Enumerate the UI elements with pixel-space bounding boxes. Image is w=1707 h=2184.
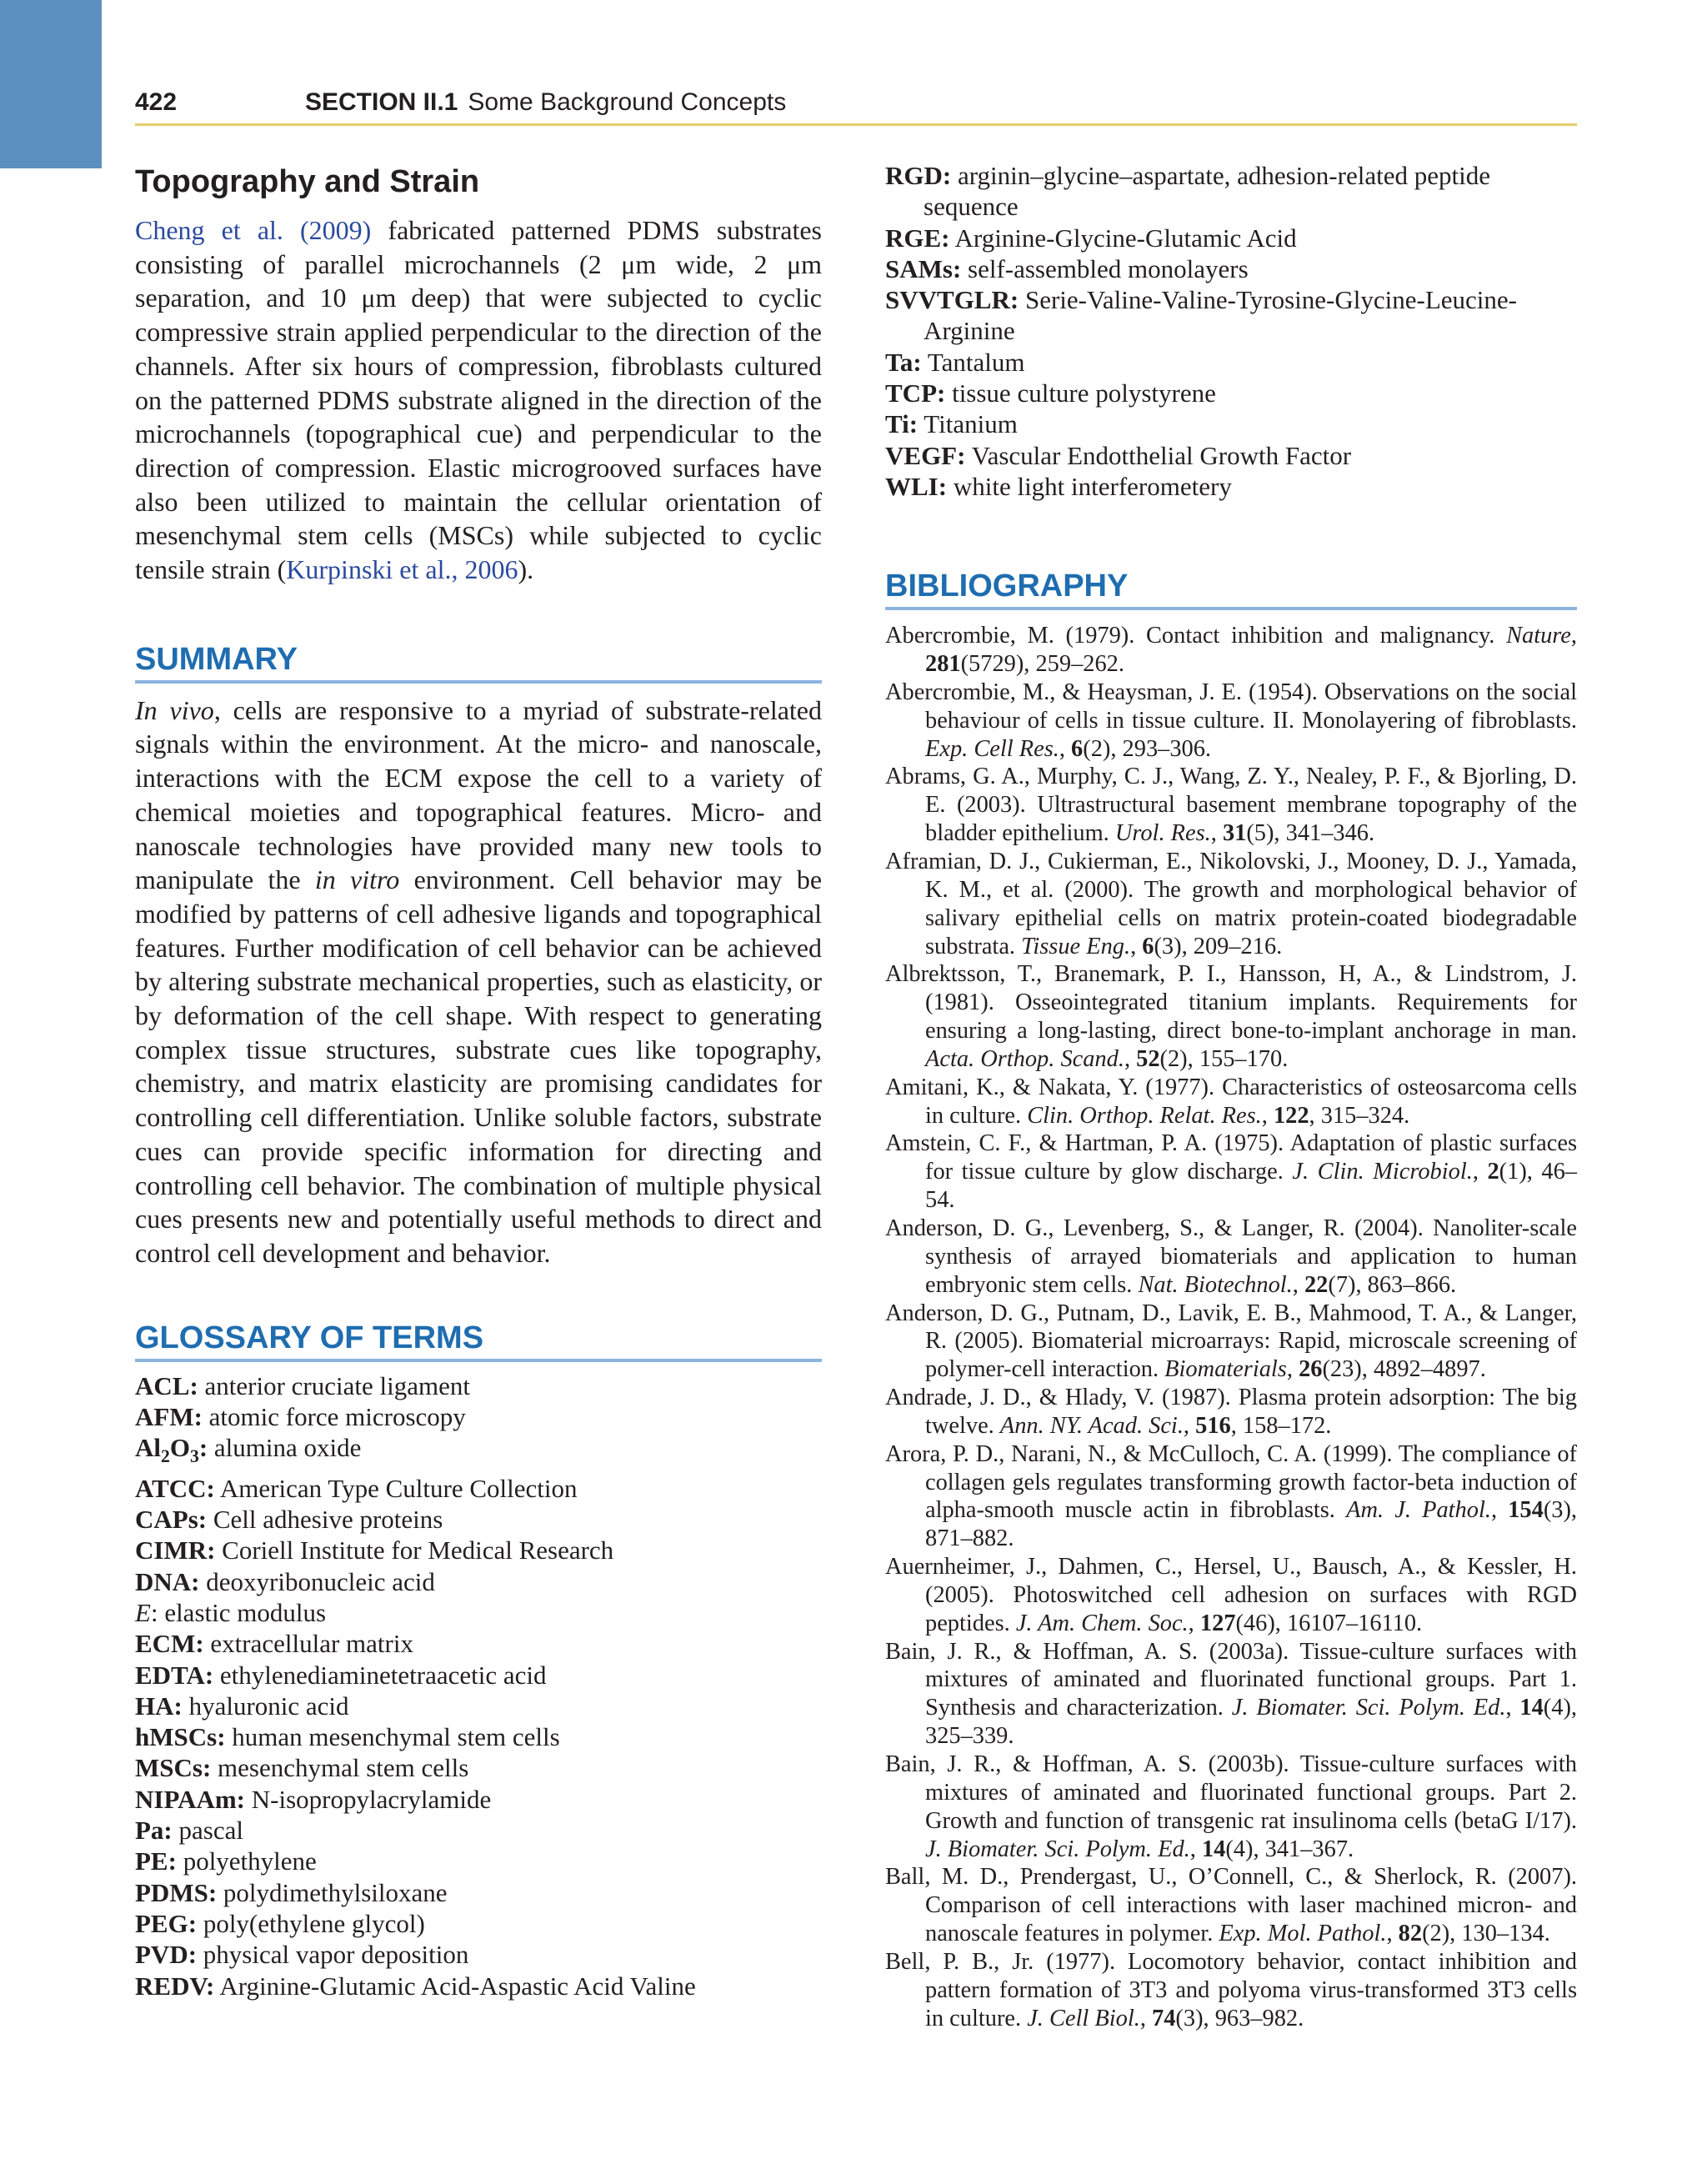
glossary-item [885, 378, 1577, 408]
reference-text: (3), 209–216. [1154, 933, 1283, 959]
glossary-definition: Vascular Endotthelial Growth Factor [965, 440, 1352, 470]
topography-paragraph [135, 213, 822, 587]
journal-name: J. Cell Biol. [1027, 2005, 1140, 2031]
journal-name: Nat. Biotechnol. [1138, 1271, 1293, 1298]
glossary-item [135, 1401, 822, 1432]
corner-tab [0, 0, 102, 168]
glossary-term: CIMR: [135, 1535, 216, 1565]
glossary-definition: extracellular matrix [203, 1629, 413, 1659]
bibliography-entry [885, 1074, 1577, 1130]
glossary-term: RGD: [885, 161, 952, 190]
volume-number: 6 [1142, 933, 1154, 959]
glossary-item [135, 1370, 822, 1401]
glossary-item [135, 1877, 822, 1908]
glossary-definition: tissue culture polystyrene [945, 378, 1216, 408]
bibliography-entry [885, 1751, 1577, 1863]
journal-name: Tissue Eng. [1021, 933, 1131, 959]
reference-text: (23), 4892–4897. [1322, 1356, 1486, 1383]
glossary-definition: self-assembled monolayers [961, 253, 1249, 283]
right-column [885, 160, 1577, 2032]
reference-text: Bell, P. B., Jr. (1977). Locomotory behavior, contact inhibition and pattern formation of 3T3 and polyoma virus-transformed 3T3 cells in culture. [885, 1948, 1577, 2031]
journal-name: J. Biomater. Sci. Polym. Ed. [925, 1836, 1190, 1862]
reference-text: , [1210, 820, 1223, 847]
glossary-item [135, 1971, 822, 2001]
glossary-item [135, 1432, 822, 1472]
journal-name: Exp. Cell Res. [925, 735, 1059, 762]
section-label: SECTION II.1 [305, 88, 458, 116]
volume-number: 122 [1273, 1102, 1309, 1129]
glossary-term: HA: [135, 1691, 183, 1721]
glossary-item [885, 471, 1577, 502]
reference-text: , [1188, 1610, 1200, 1636]
reference-text: , [1386, 1921, 1399, 1947]
glossary-item [135, 1784, 822, 1815]
glossary-term: WLI: [885, 471, 948, 501]
glossary-item [135, 1535, 822, 1565]
reference-text: (3), 963–982. [1175, 2005, 1304, 2031]
glossary-item [135, 1660, 822, 1691]
bibliography-entry [885, 1553, 1577, 1638]
volume-number: 281 [925, 651, 961, 678]
bibliography-heading: BIBLIOGRAPHY [885, 567, 1577, 610]
reference-text: , [1490, 1497, 1509, 1524]
volume-number: 14 [1201, 1836, 1226, 1862]
glossary-term: EDTA: [135, 1660, 214, 1690]
glossary-term: MSCs: [135, 1753, 212, 1783]
glossary-item [135, 1815, 822, 1846]
volume-number: 6 [1071, 735, 1084, 762]
reference-text: Abercrombie, M., & Heaysman, J. E. (1954). Observations on the social behaviour of cells in tissue culture. II. Monolayering of fibroblasts. [885, 679, 1577, 734]
reference-text: Bain, J. R., & Hoffman, A. S. (2003b). Tissue-culture surfaces with mixtures of aminated and fluorinated functional groups. Part 2. Growth and function of transgenic rat insulinoma cells (betaG I/17). [885, 1751, 1577, 1834]
paragraph-text: environment. Cell behavior may be modified by patterns of cell adhesive ligands and topographical features. Further modification of cell behavior can be achieved by altering substrate mechanical properties, such as elasticity, or by deformation of the cell shape. With respect to generating complex tissue structures, substrate cues like topography, chemistry, and matrix elasticity are promising candidates for controlling cell differentiation. Unlike soluble factors, substrate cues can provide specific information for directing and controlling cell behavior. The combination of multiple physical cues presents new and potentially useful methods to direct and control cell development and behavior. [135, 864, 823, 1268]
reference-text: , [1189, 1836, 1202, 1862]
glossary-item [885, 440, 1577, 471]
volume-number: 516 [1195, 1412, 1231, 1439]
reference-text: (2), 130–134. [1422, 1921, 1550, 1947]
glossary-term: hMSCs: [135, 1722, 226, 1752]
glossary-term: PEG: [135, 1908, 198, 1938]
glossary-term: SAMs: [885, 253, 962, 283]
glossary-definition: physical vapor deposition [197, 1940, 469, 1970]
glossary-term: PVD: [135, 1940, 198, 1970]
bibliography-list [885, 622, 1577, 2032]
volume-number: 2 [1487, 1159, 1499, 1185]
header-rule [135, 123, 1577, 126]
volume-number: 26 [1299, 1356, 1323, 1383]
glossary-definition: Serie-Valine-Valine-Tyrosine-Glycine-Leucine-Arginine [924, 285, 1517, 346]
reference-text: (1), 46–54. [925, 1159, 1578, 1214]
volume-number: 74 [1152, 2005, 1176, 2031]
reference-text: (7), 863–866. [1328, 1271, 1457, 1298]
glossary-definition: anterior cruciate ligament [198, 1370, 470, 1400]
paragraph-text: ). [518, 554, 534, 585]
reference-text: , [1183, 1412, 1196, 1439]
reference-text: Albrektsson, T., Branemark, P. I., Hansson, H, A., & Lindstrom, J. (1981). Osseointegrated titanium implants. Requirements for ensuring a long-lasting, direct bone-to-implant anchorage in man. [885, 961, 1577, 1044]
reference-text: (5729), 259–262. [960, 651, 1124, 678]
glossary-definition: Titanium [918, 409, 1018, 439]
page-number: 422 [135, 88, 178, 116]
glossary-definition: arginin–glycine–aspartate, adhesion-related peptide sequence [924, 161, 1490, 222]
glossary-definition: Coriell Institute for Medical Research [215, 1535, 614, 1565]
volume-number: 82 [1398, 1921, 1423, 1947]
glossary-definition: Cell adhesive proteins [207, 1505, 443, 1535]
reference-text: Anderson, D. G., Levenberg, S., & Langer, R. (2004). Nanoliter-scale synthesis of arrayed biomaterials and application to human embryonic stem cells. [885, 1215, 1577, 1298]
glossary-definition: white light interferometery [947, 471, 1232, 501]
topography-heading: Topography and Strain [135, 164, 480, 199]
reference-text: (2), 293–306. [1083, 735, 1212, 762]
section-name: Some Background Concepts [468, 88, 787, 116]
reference-text: , [1059, 735, 1072, 762]
section-title [305, 82, 786, 123]
reference-text: (3), 871–882. [925, 1497, 1578, 1552]
journal-name: J. Am. Chem. Soc. [1015, 1610, 1189, 1636]
glossary-term: TCP: [885, 378, 946, 408]
bibliography-entry [885, 763, 1577, 848]
glossary-item [885, 223, 1577, 253]
glossary-term: Ti: [885, 409, 919, 439]
glossary-definition: deoxyribonucleic acid [199, 1566, 435, 1596]
glossary-item [135, 1721, 822, 1752]
glossary-term: RGE: [885, 223, 950, 253]
summary-heading: SUMMARY [135, 640, 822, 684]
glossary-term: VEGF: [885, 440, 966, 470]
reference-text: , [1472, 1159, 1488, 1185]
journal-name: Biomaterials [1164, 1356, 1287, 1383]
glossary-definition: atomic force microscopy [202, 1401, 466, 1431]
glossary-heading: GLOSSARY OF TERMS [135, 1319, 822, 1362]
glossary-definition: Arginine-Glycine-Glutamic Acid [949, 223, 1297, 253]
volume-number: 14 [1519, 1695, 1544, 1721]
italic-text: in vitro [314, 864, 400, 895]
reference-text: , [1261, 1102, 1274, 1129]
glossary-definition: elastic modulus [158, 1597, 327, 1627]
glossary-item [135, 1566, 822, 1597]
glossary-definition: N-isopropylacrylamide [245, 1784, 492, 1814]
glossary-definition: human mesenchymal stem cells [225, 1722, 560, 1752]
glossary-term: CAPs: [135, 1505, 208, 1535]
glossary-term: Pa: [135, 1816, 173, 1846]
citation-link[interactable]: Kurpinski et al., 2006 [286, 554, 518, 585]
glossary-term: Ta: [885, 347, 922, 377]
reference-text: , [1130, 933, 1143, 959]
volume-number: 22 [1304, 1271, 1329, 1298]
glossary-item [135, 1939, 822, 1970]
reference-text: Abrams, G. A., Murphy, C. J., Wang, Z. Y., Nealey, P. F., & Bjorling, D. E. (2003). Ultrastructural basement membrane topography of the bladder epithelium. [885, 764, 1577, 847]
reference-text: , 158–172. [1230, 1412, 1332, 1439]
glossary-item [135, 1473, 822, 1504]
glossary-item [885, 408, 1577, 439]
glossary-definition: mesenchymal stem cells [211, 1753, 469, 1783]
glossary-definition: alumina oxide [208, 1433, 362, 1463]
glossary-list-continued [885, 160, 1577, 502]
bibliography-entry [885, 1215, 1577, 1300]
volume-number: 127 [1199, 1610, 1236, 1636]
bibliography-entry [885, 1384, 1577, 1440]
reference-text: , [1124, 1045, 1137, 1072]
reference-text: Auernheimer, J., Dahmen, C., Hersel, U., Bausch, A., & Kessler, H. (2005). Photoswitched cell adhesion on surfaces with RGD peptides. [885, 1554, 1577, 1636]
bibliography-entry [885, 1638, 1577, 1751]
glossary-definition: Arginine-Glutamic Acid-Aspastic Acid Valine [214, 1971, 696, 2001]
reference-text: Andrade, J. D., & Hlady, V. (1987). Plasma protein adsorption: The big twelve. [885, 1385, 1577, 1439]
journal-name: Nature [1506, 623, 1571, 649]
reference-text: , [1570, 623, 1577, 649]
glossary-term: DNA: [135, 1566, 200, 1596]
reference-text: (2), 155–170. [1159, 1045, 1289, 1072]
reference-text: , [1292, 1271, 1304, 1298]
left-column [135, 160, 822, 2001]
journal-name: Ann. NY. Acad. Sci. [999, 1412, 1184, 1439]
paragraph-text: fabricated patterned PDMS substrates consisting of parallel microchannels (2 μm wide, 2 μm separation, and 10 μm deep) that were subjected to cyclic compressive strain applied perpendicular to the direction of the channels. After six hours of compression, fibroblasts cultured on the patterned PDMS substrate aligned in the direction of the microchannels (topographical cue) and perpendicular to the direction of compression. Elastic microgrooved surfaces have also been utilized to maintain the cellular orientation of mesenchymal stem cells (MSCs) while subjected to cyclic tensile strain ( [135, 215, 823, 585]
glossary-term: SVVTGLR: [885, 285, 1019, 315]
reference-text: Bain, J. R., & Hoffman, A. S. (2003a). Tissue-culture surfaces with mixtures of aminated and fluorinated functional groups. Part 1. Synthesis and characterization. [885, 1638, 1577, 1721]
reference-text: Abercrombie, M. (1979). Contact inhibition and malignancy. [885, 623, 1507, 649]
glossary-definition: polydimethylsiloxane [217, 1877, 448, 1907]
glossary-item [135, 1752, 822, 1783]
bibliography-entry [885, 1130, 1577, 1215]
citation-link[interactable]: Cheng et al. (2009) [135, 215, 372, 245]
reference-text: (4), 325–339. [925, 1695, 1577, 1750]
bibliography-entry [885, 1948, 1577, 2033]
reference-text: , [1505, 1695, 1520, 1721]
reference-text: Aframian, D. J., Cukierman, E., Nikolovski, J., Mooney, D. J., Yamada, K. M., et al. (2000). The growth and morphological behavior of salivary epithelial cells on matrix protein-coated biodegradable substrata. [885, 849, 1577, 959]
paragraph-text: , cells are responsive to a myriad of substrate-related signals within the environment. At the micro- and nanoscale, interactions with the ECM expose the cell to a variety of chemical moieties and topographical features. Micro- and nanoscale technologies have provided many new tools to manipulate the [135, 694, 823, 895]
glossary-definition: poly(ethylene glycol) [197, 1908, 425, 1938]
glossary-item [135, 1691, 822, 1721]
journal-name: Exp. Mol. Pathol. [1219, 1921, 1387, 1947]
journal-name: J. Biomater. Sci. Polym. Ed. [1231, 1695, 1506, 1721]
glossary-item [135, 1597, 822, 1628]
glossary-term: ECM: [135, 1629, 204, 1659]
reference-text: Amitani, K., & Nakata, Y. (1977). Characteristics of osteosarcoma cells in culture. [885, 1074, 1577, 1129]
glossary-item [885, 347, 1577, 378]
glossary-term: AFM: [135, 1401, 203, 1431]
reference-text: (5), 341–346. [1246, 820, 1375, 847]
running-head [135, 82, 1577, 123]
journal-name: Acta. Orthop. Scand. [925, 1045, 1124, 1072]
reference-text: Anderson, D. G., Putnam, D., Lavik, E. B., Mahmood, T. A., & Langer, R. (2005). Biomaterial microarrays: Rapid, microscale screening of polymer-cell interaction. [885, 1300, 1577, 1383]
glossary-item [885, 253, 1577, 284]
journal-name: J. Clin. Microbiol. [1292, 1159, 1473, 1185]
glossary-item [885, 284, 1577, 347]
reference-text: , [1139, 2005, 1153, 2031]
glossary-term: PDMS: [135, 1877, 218, 1907]
volume-number: 52 [1136, 1045, 1160, 1072]
glossary-term: E: [135, 1597, 158, 1627]
bibliography-entry [885, 1863, 1577, 1948]
glossary-item [135, 1908, 822, 1939]
bibliography-entry [885, 679, 1577, 764]
bibliography-entry [885, 1440, 1577, 1553]
reference-text: , [1286, 1356, 1299, 1383]
glossary-term: PE: [135, 1846, 177, 1876]
glossary-item [135, 1504, 822, 1535]
bibliography-entry [885, 960, 1577, 1073]
glossary-definition: hyaluronic acid [182, 1691, 349, 1721]
journal-name: Urol. Res. [1114, 820, 1211, 847]
bibliography-entry [885, 1300, 1577, 1385]
glossary-list [135, 1370, 822, 2001]
glossary-term: NIPAAm: [135, 1784, 246, 1814]
glossary-definition: pascal [172, 1816, 243, 1846]
summary-paragraph [135, 694, 822, 1270]
volume-number: 154 [1508, 1497, 1544, 1524]
glossary-term: ATCC: [135, 1473, 215, 1503]
glossary-term: $Al_2O_3$: [135, 1433, 208, 1467]
reference-text: , 315–324. [1309, 1102, 1410, 1129]
bibliography-entry [885, 848, 1577, 960]
volume-number: 31 [1222, 820, 1247, 847]
glossary-item [885, 160, 1577, 223]
reference-text: Arora, P. D., Narani, N., & McCulloch, C. A. (1999). The compliance of collagen gels regulates transforming growth factor-beta induction of alpha-smooth muscle actin in fibroblasts. [885, 1440, 1577, 1524]
glossary-term: ACL: [135, 1370, 198, 1400]
reference-text: (4), 341–367. [1225, 1836, 1354, 1862]
glossary-item [135, 1846, 822, 1876]
glossary-definition: American Type Culture Collection [214, 1473, 578, 1503]
reference-text: Ball, M. D., Prendergast, U., O’Connell, C., & Sherlock, R. (2007). Comparison of cell interactions with laser machined micron- and nanoscale features in polymer. [885, 1864, 1577, 1947]
glossary-term: REDV: [135, 1971, 215, 2001]
reference-text: Amstein, C. F., & Hartman, P. A. (1975). Adaptation of plastic surfaces for tissue culture by glow discharge. [885, 1130, 1577, 1185]
journal-name: Am. J. Pathol. [1346, 1497, 1491, 1524]
italic-text: In vivo [135, 694, 214, 725]
glossary-definition: ethylenediaminetetraacetic acid [213, 1660, 547, 1690]
reference-text: (46), 16107–16110. [1235, 1610, 1423, 1636]
glossary-definition: Tantalum [921, 347, 1025, 377]
journal-name: Clin. Orthop. Relat. Res. [1027, 1102, 1262, 1129]
glossary-item [135, 1628, 822, 1659]
bibliography-entry [885, 622, 1577, 679]
glossary-definition: polyethylene [176, 1846, 317, 1876]
